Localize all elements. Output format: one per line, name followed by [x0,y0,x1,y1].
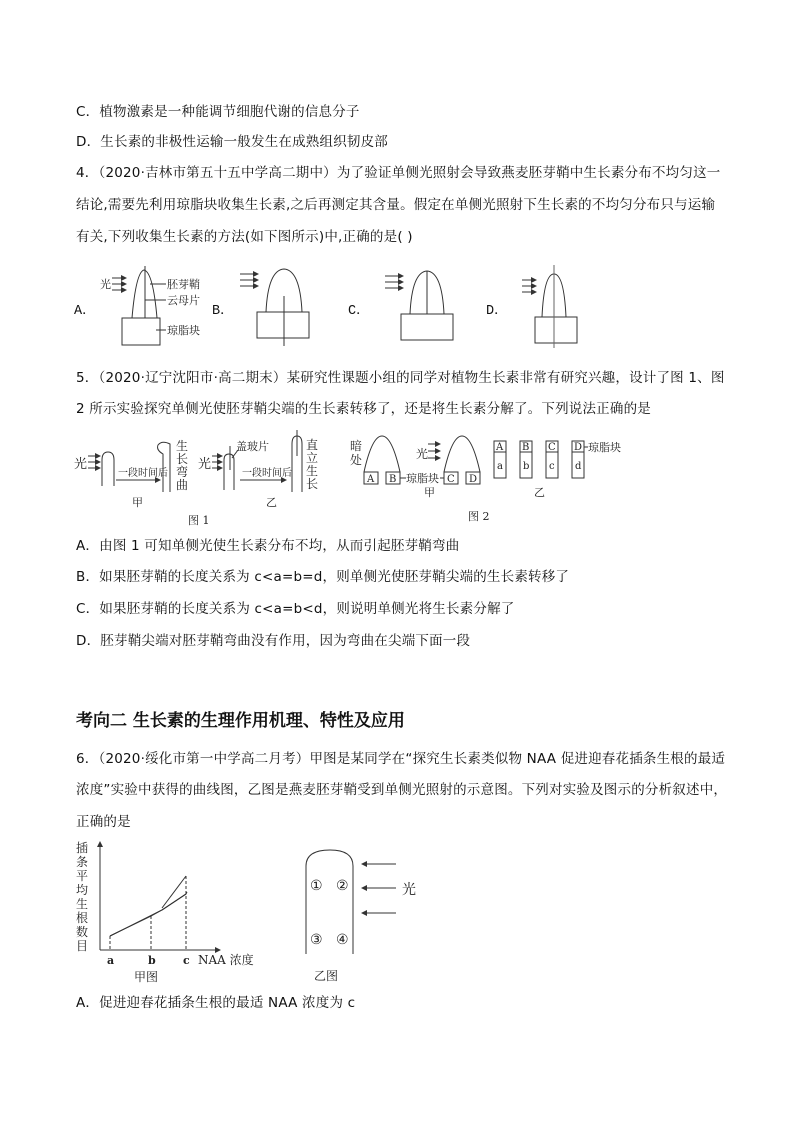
q5-stem-line2: 2 所示实验探究单侧光使胚芽鞘尖端的生长素转移了，还是将生长素分解了。下列说法正确的是 [76,401,651,417]
fig1-upright-char: 直 [306,438,319,452]
fig1-bend-char: 长 [176,452,189,466]
x-axis-label: NAA 浓度 [198,953,254,967]
ylabel-char: 根 [76,911,89,925]
fig2-yi-block-B: B [522,442,530,453]
fig2-coleoptile-c: c [549,461,555,472]
fig1-upright-char: 生 [306,464,319,478]
q3-option-c: C．植物激素是一种能调节细胞代谢的信息分子 [76,104,360,120]
q5-fig1-svg [70,430,340,530]
fig2-block-B: B [389,474,397,485]
fig2-yi-block-C: C [548,442,556,453]
ylabel-char: 目 [76,939,89,953]
x-tick-b: b [148,954,156,967]
q6-chart-svg [70,838,270,988]
q4-stem-line1: 4．（2020·吉林市第五十五中学高二期中）为了验证单侧光照射会导致燕麦胚芽鞘中生长素分布不均匀这一 [76,165,721,181]
q4-coleoptile-label: 胚芽鞘 [167,278,200,291]
ylabel-char: 平 [76,869,89,883]
fig2-light-label: 光 [416,447,429,461]
fig1-caption: 图 1 [188,514,210,527]
q4-stem-line3: 有关,下列收集生长素的方法(如下图所示)中,正确的是( ) [76,229,413,245]
q4-light-label: 光 [100,278,111,291]
q4-label-a[interactable]: A． [74,304,96,319]
fig1-light-label-yi: 光 [198,457,212,472]
q5-option-a[interactable]: A．由图 1 可知单侧光使生长素分布不均，从而引起胚芽鞘弯曲 [76,538,460,554]
fig1-sub-jia: 甲 [132,496,143,509]
fig1-bend-char: 曲 [176,478,189,492]
position-4: ④ [336,932,349,948]
fig2-caption: 图 2 [468,510,490,523]
x-tick-a: a [107,954,115,967]
ylabel-char: 条 [76,855,89,869]
q4-diagram-a [100,266,200,345]
ylabel-char: 均 [76,883,89,897]
fig-yi-caption: 乙图 [314,969,339,983]
q4-diagram-b [240,269,309,346]
position-3: ③ [310,932,323,948]
q6-stem-line1: 6．（2020·绥化市第一中学高二月考）甲图是某同学在“探究生长素类似物 NAA 促进迎春花插条生根的最适 [76,751,726,767]
q5-figure-1 [70,430,340,530]
fig1-glass-label: 盖玻片 [236,440,269,453]
q6-option-a[interactable]: A．促进迎春花插条生根的最适 NAA 浓度为 c [76,995,356,1011]
q4-label-c[interactable]: C． [348,304,370,319]
fig2-block-D: D [469,474,478,485]
ylabel-char: 生 [76,897,89,911]
q5-figure-2 [350,430,630,530]
position-1: ① [310,878,323,894]
q4-agar-label: 琼脂块 [167,324,200,337]
q5-option-b[interactable]: B．如果胚芽鞘的长度关系为 c<a=b=d，则单侧光使胚芽鞘尖端的生长素转移了 [76,569,570,585]
q5-option-c[interactable]: C．如果胚芽鞘的长度关系为 c<a=b<d，则说明单侧光将生长素分解了 [76,601,515,617]
fig2-dark-char: 暗 [350,439,363,453]
fig1-bend-char: 弯 [176,465,189,479]
q6-chart-jia [70,838,270,988]
q4-mica-label: 云母片 [167,294,200,307]
q4-diagram-d [522,265,577,348]
fig2-block-A: A [367,474,375,485]
q4-label-d[interactable]: D． [486,304,508,319]
chart-curve [110,892,187,936]
q6-fig-yi-svg [290,838,450,988]
fig1-bend-char: 生 [176,439,189,453]
q3-option-d: D．生长素的非极性运输一般发生在成熟组织韧皮部 [76,134,388,150]
q5-option-d[interactable]: D．胚芽鞘尖端对胚芽鞘弯曲没有作用，因为弯曲在尖端下面一段 [76,633,471,649]
fig2-coleoptile-a: a [497,461,503,472]
fig1-upright-char: 长 [306,477,319,491]
fig2-block-C: C [447,474,455,485]
q5-fig2-svg [350,430,630,530]
fig2-sub-yi: 乙 [534,486,545,499]
q4-label-b[interactable]: B． [212,304,234,319]
q4-diagram-c [385,271,453,340]
fig2-yi-block-A: A [496,442,504,453]
fig2-sub-jia: 甲 [424,486,435,499]
fig1-light-label-jia: 光 [74,457,88,472]
fig2-coleoptile-d: d [575,461,582,472]
q5-stem-line1: 5．（2020·辽宁沈阳市·高二期末）某研究性课题小组的同学对植物生长素非常有研究兴趣，设计了图 1、图 [76,370,725,386]
fig2-coleoptile-b: b [523,461,530,472]
q4-figure [70,262,630,352]
fig1-upright-char: 立 [306,451,319,465]
q6-stem-line3: 正确的是 [76,814,131,830]
section-heading: 考向二 生长素的生理作用机理、特性及应用 [76,711,405,731]
fig2-agar-label-yi: 琼脂块 [588,441,621,454]
fig2-agar-label-jia: 琼脂块 [406,472,439,485]
fig1-after-time-yi: 一段时间后 [242,468,292,479]
position-2: ② [336,878,349,894]
fig1-after-time-jia: 一段时间后 [118,468,168,479]
ylabel-char: 数 [76,925,89,939]
fig1-sub-yi: 乙 [266,496,277,509]
chart-caption: 甲图 [134,970,159,984]
q4-stem-line2: 结论,需要先利用琼脂块收集生长素,之后再测定其含量。假定在单侧光照射下生长素的不均匀分布只与运输 [76,197,716,213]
x-tick-c: c [183,954,190,967]
fig2-yi-block-D: D [574,442,583,453]
q6-stem-line2: 浓度”实验中获得的曲线图，乙图是燕麦胚芽鞘受到单侧光照射的示意图。下列对实验及图示的分析叙述中， [76,782,728,798]
q6-figure-yi [290,838,450,988]
fig2-dark-char: 处 [350,453,363,467]
ylabel-char: 插 [76,841,89,855]
light-label: 光 [402,882,416,898]
